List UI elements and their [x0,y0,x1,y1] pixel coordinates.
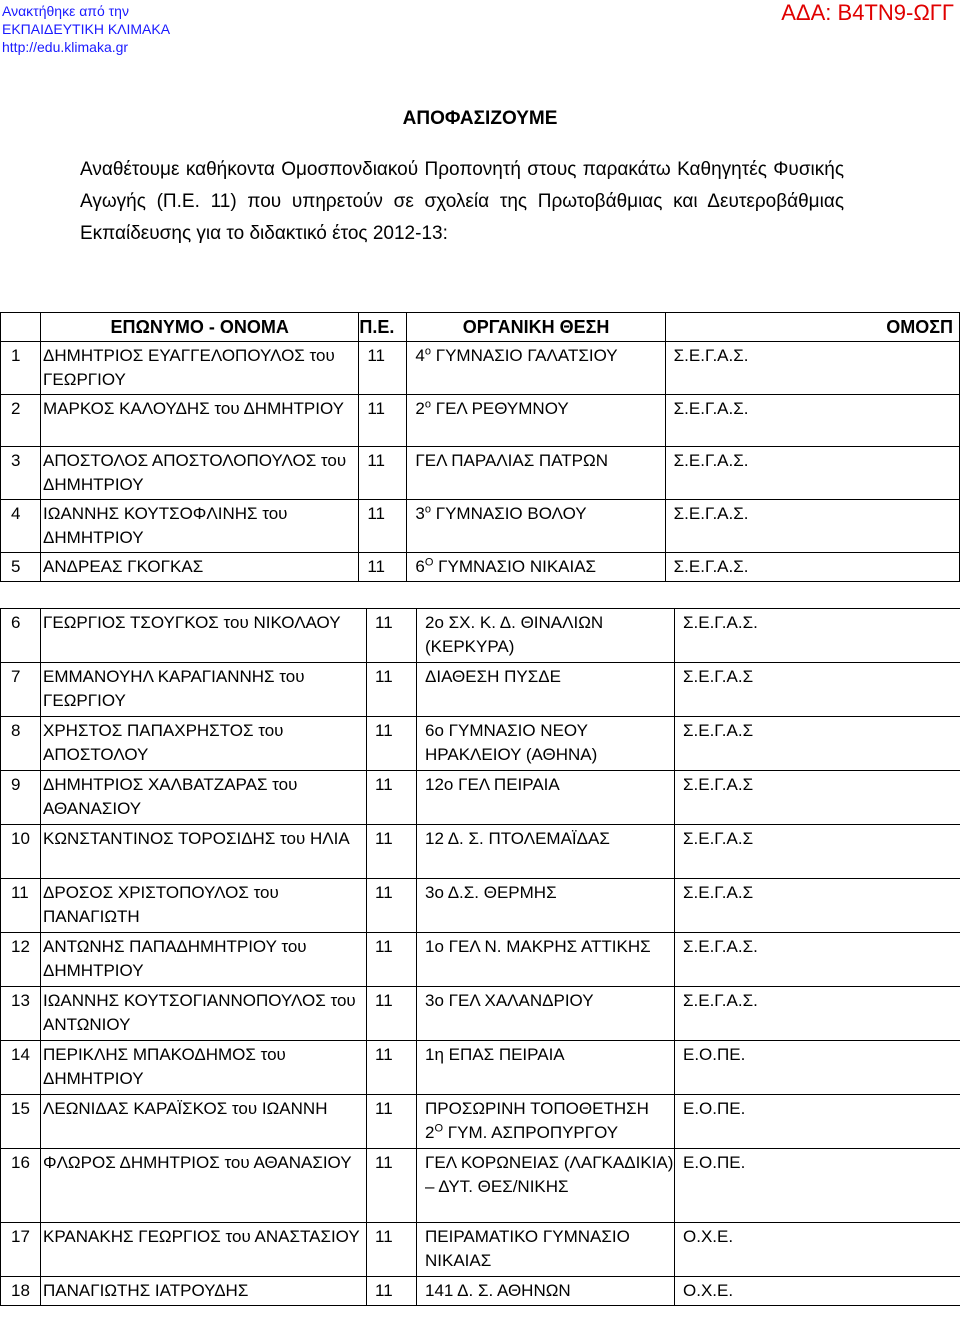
header-omosp: ΟΜΟΣΠ [665,313,959,342]
source-note [2,2,170,56]
thesi-text: 3ο Δ.Σ. ΘΕΡΜΗΣ [425,883,557,902]
row-pe: 11 [359,500,407,553]
row-name: ΕΜΜΑΝΟΥΗΛ ΚΑΡΑΓΙΑΝΝΗΣ του ΓΕΩΡΓΙΟΥ [41,663,367,717]
row-thesi [407,395,665,447]
table-1 [0,312,960,582]
thesi-sup: ο [424,345,431,358]
thesi-number: 2 [425,1123,435,1142]
thesi-sup: ο [424,503,431,516]
row-name: ΙΩΑΝΝΗΣ ΚΟΥΤΣΟΦΛΙΝΗΣ του ΔΗΜΗΤΡΙΟΥ [41,500,359,553]
row-thesi [417,1149,675,1223]
row-omosp: Σ.Ε.Γ.Α.Σ. [675,987,960,1041]
row-name: ΠΑΝΑΓΙΩΤΗΣ ΙΑΤΡΟΥΔΗΣ [41,1277,367,1306]
row-number: 10 [1,825,41,879]
table-row [1,395,960,447]
table-row [1,717,960,771]
row-thesi [417,717,675,771]
thesi-text: 1ο ΓΕΛ Ν. ΜΑΚΡΗΣ ΑΤΤΙΚΗΣ [425,937,651,956]
row-number: 11 [1,879,41,933]
thesi-text: 3ο ΓΕΛ ΧΑΛΑΝΔΡΙΟΥ [425,991,594,1010]
row-omosp: Σ.Ε.Γ.Α.Σ. [675,933,960,987]
header-name: ΕΠΩΝΥΜΟ - ΟΝΟΜΑ [41,313,359,342]
row-pe: 11 [359,342,407,395]
row-pe: 11 [367,987,417,1041]
row-omosp: Ε.Ο.ΠΕ. [675,1149,960,1223]
thesi-number: 6 [415,557,425,576]
row-name: ΚΩΝΣΤΑΝΤΙΝΟΣ ΤΟΡΟΣΙΔΗΣ του ΗΛΙΑ [41,825,367,879]
header-pe: Π.Ε. [359,313,407,342]
thesi-text: ΠΕΙΡΑΜΑΤΙΚΟ ΓΥΜΝΑΣΙΟ ΝΙΚΑΙΑΣ [425,1227,630,1270]
row-omosp: Σ.Ε.Γ.Α.Σ [675,879,960,933]
thesi-text: ΓΥΜΝΑΣΙΟ ΝΙΚΑΙΑΣ [433,557,597,576]
heading: ΑΠΟΦΑΣΙΖΟΥΜΕ [402,108,558,129]
table-row [1,342,960,395]
row-name: ΔΡΟΣΟΣ ΧΡΙΣΤΟΠΟΥΛΟΣ του ΠΑΝΑΓΙΩΤΗ [41,879,367,933]
row-omosp: Ο.Χ.Ε. [675,1277,960,1306]
row-omosp: Σ.Ε.Γ.Α.Σ. [665,500,959,553]
table-row [1,553,960,582]
row-pe: 11 [367,1041,417,1095]
thesi-sup: Ο [424,556,434,569]
table-2-body [1,609,960,1306]
thesi-text: ΓΕΛ ΡΕΘΥΜΝΟΥ [431,399,569,418]
row-omosp: Ε.Ο.ΠΕ. [675,1095,960,1149]
table-row [1,1095,960,1149]
table-row [1,500,960,553]
row-pe: 11 [367,825,417,879]
row-pe: 11 [359,553,407,582]
row-name: ΚΡΑΝΑΚΗΣ ΓΕΩΡΓΙΟΣ του ΑΝΑΣΤΑΣΙΟΥ [41,1223,367,1277]
row-thesi [417,825,675,879]
row-omosp: Σ.Ε.Γ.Α.Σ [675,717,960,771]
row-thesi [417,1223,675,1277]
row-number: 3 [1,447,41,500]
table-row [1,1149,960,1223]
row-name: ΛΕΩΝΙΔΑΣ ΚΑΡΑΪΣΚΟΣ του ΙΩΑΝΝΗ [41,1095,367,1149]
row-name: ΑΠΟΣΤΟΛΟΣ ΑΠΟΣΤΟΛΟΠΟΥΛΟΣ του ΔΗΜΗΤΡΙΟΥ [41,447,359,500]
thesi-sup: ο [424,398,431,411]
row-number: 7 [1,663,41,717]
row-pe: 11 [367,771,417,825]
row-thesi [417,987,675,1041]
row-number: 12 [1,933,41,987]
row-omosp: Σ.Ε.Γ.Α.Σ [675,663,960,717]
table-header-row [1,313,960,342]
row-number: 5 [1,553,41,582]
row-name: ΠΕΡΙΚΛΗΣ ΜΠΑΚΟΔΗΜΟΣ του ΔΗΜΗΤΡΙΟΥ [41,1041,367,1095]
row-name: ΔΗΜΗΤΡΙΟΣ ΧΑΛΒΑΤΖΑΡΑΣ του ΑΘΑΝΑΣΙΟΥ [41,771,367,825]
table-row [1,447,960,500]
row-name: ΓΕΩΡΓΙΟΣ ΤΣΟΥΓΚΟΣ του ΝΙΚΟΛΑΟΥ [41,609,367,663]
thesi-text: ΠΡΟΣΩΡΙΝΗ ΤΟΠΟΘΕΤΗΣΗ [425,1099,649,1118]
row-thesi [417,879,675,933]
thesi-text: 6ο ΓΥΜΝΑΣΙΟ ΝΕΟΥ ΗΡΑΚΛΕΙΟΥ (ΑΘΗΝΑ) [425,721,598,764]
row-name: ΦΛΩΡΟΣ ΔΗΜΗΤΡΙΟΣ του ΑΘΑΝΑΣΙΟΥ [41,1149,367,1223]
row-pe: 11 [367,933,417,987]
row-pe: 11 [359,447,407,500]
source-line-2: ΕΚΠΑΙΔΕΥΤΙΚΗ ΚΛΙΜΑΚΑ [2,21,171,37]
row-thesi [407,342,665,395]
row-omosp: Σ.Ε.Γ.Α.Σ. [675,609,960,663]
table-row [1,987,960,1041]
thesi-number: 4 [415,346,425,365]
thesi-text: 1η ΕΠΑΣ ΠΕΙΡΑΙΑ [425,1045,565,1064]
row-omosp: Σ.Ε.Γ.Α.Σ. [665,395,959,447]
row-pe: 11 [367,1223,417,1277]
row-pe: 11 [367,663,417,717]
row-number: 14 [1,1041,41,1095]
source-url[interactable]: http://edu.klimaka.gr [2,39,129,55]
thesi-number: 2 [415,399,425,418]
row-number: 17 [1,1223,41,1277]
table-row [1,1223,960,1277]
row-omosp: Σ.Ε.Γ.Α.Σ. [665,553,959,582]
thesi-number: 3 [415,504,425,523]
row-thesi [407,500,665,553]
row-thesi [407,447,665,500]
thesi-text: ΔΙΑΘΕΣΗ ΠΥΣΔΕ [425,667,561,686]
row-pe: 11 [367,1149,417,1223]
row-omosp: Ο.Χ.Ε. [675,1223,960,1277]
row-thesi [417,663,675,717]
source-line-1: Ανακτήθηκε από την [2,3,129,19]
table-row [1,771,960,825]
row-name: ΔΗΜΗΤΡΙΟΣ ΕΥΑΓΓΕΛΟΠΟΥΛΟΣ του ΓΕΩΡΓΙΟΥ [41,342,359,395]
row-name: ΙΩΑΝΝΗΣ ΚΟΥΤΣΟΓΙΑΝΝΟΠΟΥΛΟΣ του ΑΝΤΩΝΙΟΥ [41,987,367,1041]
table-1-body [1,342,960,582]
thesi-text: ΓΥΜΝΑΣΙΟ ΓΑΛΑΤΣΙΟΥ [431,346,618,365]
header-thesi: ΟΡΓΑΝΙΚΗ ΘΕΣΗ [407,313,665,342]
row-omosp: Σ.Ε.Γ.Α.Σ [675,825,960,879]
row-omosp: Ε.Ο.ΠΕ. [675,1041,960,1095]
table-row [1,609,960,663]
row-thesi [417,1095,675,1149]
row-thesi [417,1277,675,1306]
table-row [1,663,960,717]
row-number: 6 [1,609,41,663]
thesi-text: 141 Δ. Σ. ΑΘΗΝΩΝ [425,1281,571,1300]
thesi-text-2: ΓΥΜ. ΑΣΠΡΟΠΥΡΓΟΥ [443,1123,619,1142]
thesi-text: ΓΕΛ ΚΟΡΩΝΕΙΑΣ (ΛΑΓΚΑΔΙΚΙΑ) – ΔΥΤ. ΘΕΣ/ΝΙΚΗΣ [425,1153,674,1196]
row-name: ΜΑΡΚΟΣ ΚΑΛΟΥΔΗΣ του ΔΗΜΗΤΡΙΟΥ [41,395,359,447]
thesi-text: 2ο ΣΧ. Κ. Δ. ΘΙΝΑΛΙΩΝ (ΚΕΡΚΥΡΑ) [425,613,604,656]
row-pe: 11 [367,1095,417,1149]
header-empty [1,313,41,342]
row-omosp: Σ.Ε.Γ.Α.Σ. [665,342,959,395]
row-number: 18 [1,1277,41,1306]
row-thesi [417,1041,675,1095]
row-pe: 11 [367,879,417,933]
ada-code: ΑΔΑ: Β4ΤΝ9-ΩΓΓ [781,0,954,25]
row-number: 16 [1,1149,41,1223]
row-number: 9 [1,771,41,825]
table-row [1,879,960,933]
thesi-sup: Ο [434,1122,444,1135]
row-thesi [417,771,675,825]
intro-paragraph: Αναθέτουμε καθήκοντα Ομοσπονδιακού Προπονητή στους παρακάτω Καθηγητές Φυσικής Αγωγής (Π.Ε. 11) που υπηρετούν σε σχολεία της Πρωτοβάθμιας και Δευτεροβάθμιας Εκπαίδευσης για το διδακτικό έτος 2012-13: [80,159,844,244]
thesi-text: 12 Δ. Σ. ΠΤΟΛΕΜΑΪΔΑΣ [425,829,610,848]
row-omosp: Σ.Ε.Γ.Α.Σ. [665,447,959,500]
row-pe: 11 [367,1277,417,1306]
row-number: 15 [1,1095,41,1149]
table-row [1,1277,960,1306]
row-thesi [417,933,675,987]
row-thesi [407,553,665,582]
row-name: ΧΡΗΣΤΟΣ ΠΑΠΑΧΡΗΣΤΟΣ του ΑΠΟΣΤΟΛΟΥ [41,717,367,771]
table-row [1,933,960,987]
row-number: 4 [1,500,41,553]
row-name: ΑΝΤΩΝΗΣ ΠΑΠΑΔΗΜΗΤΡΙΟΥ του ΔΗΜΗΤΡΙΟΥ [41,933,367,987]
row-number: 13 [1,987,41,1041]
thesi-text: 12ο ΓΕΛ ΠΕΙΡΑΙΑ [425,775,560,794]
row-number: 2 [1,395,41,447]
row-pe: 11 [367,609,417,663]
table-row [1,825,960,879]
row-pe: 11 [359,395,407,447]
table-row [1,1041,960,1095]
row-thesi [417,609,675,663]
row-name: ΑΝΔΡΕΑΣ ΓΚΟΓΚΑΣ [41,553,359,582]
row-number: 1 [1,342,41,395]
row-number: 8 [1,717,41,771]
thesi-text: ΓΕΛ ΠΑΡΑΛΙΑΣ ΠΑΤΡΩΝ [415,451,608,470]
row-omosp: Σ.Ε.Γ.Α.Σ [675,771,960,825]
row-pe: 11 [367,717,417,771]
table-2 [0,608,960,1306]
thesi-text: ΓΥΜΝΑΣΙΟ ΒΟΛΟΥ [431,504,587,523]
